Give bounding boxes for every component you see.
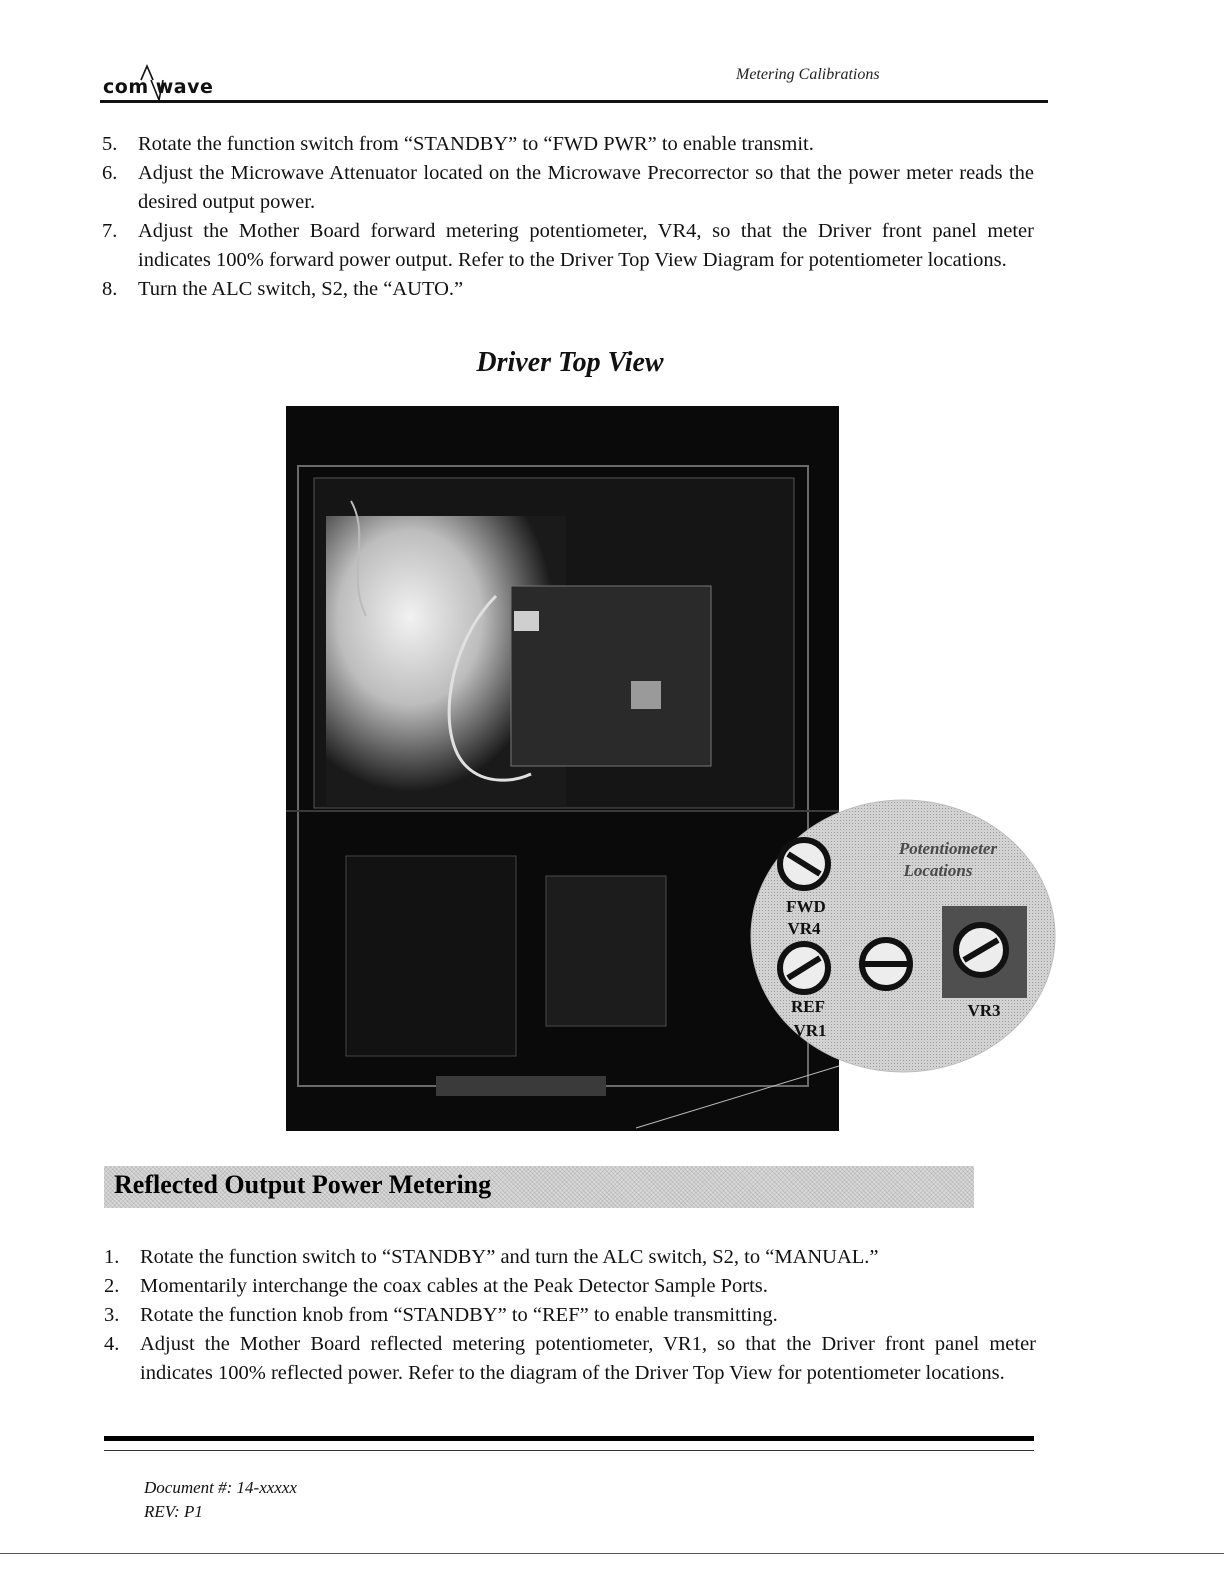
page-bottom-rule xyxy=(0,1553,1224,1554)
list-item: 5. Rotate the function switch from “STANDBY” to “FWD PWR” to enable transmit. xyxy=(102,133,814,155)
ref-potentiometer-icon xyxy=(780,944,828,992)
reflected-steps-list xyxy=(104,1243,1036,1388)
list-item: 6. Adjust the Microwave Attenuator located on the Microwave Precorrector so that the power meter reads the desired output power. xyxy=(102,162,1034,213)
header-section-title: Metering Calibrations xyxy=(736,66,880,83)
forward-steps-list xyxy=(102,130,1034,304)
vr4-label: VR4 xyxy=(787,919,821,938)
figure-title: Driver Top View xyxy=(476,347,664,378)
callout-title-line2: Locations xyxy=(903,861,973,880)
vr3-potentiometer-icon xyxy=(956,925,1006,975)
footer-rule-thin xyxy=(104,1450,1034,1451)
section-heading: Reflected Output Power Metering xyxy=(114,1170,492,1199)
list-item: 8. Turn the ALC switch, S2, the “AUTO.” xyxy=(102,278,464,300)
header-rule xyxy=(100,100,1048,103)
potentiometer-callout-graphic xyxy=(738,796,1056,1076)
middle-potentiometer-icon xyxy=(862,940,910,988)
fwd-label: FWD xyxy=(786,897,826,916)
comwave-logo xyxy=(103,62,233,102)
footer-rule-thick xyxy=(104,1436,1034,1441)
fwd-potentiometer-icon xyxy=(780,840,828,888)
list-item: 7. Adjust the Mother Board forward metering potentiometer, VR4, so that the Driver front panel meter indicates 100% forward power output. Refer to the Driver Top View Diagram for potentiometer locations. xyxy=(102,220,1034,271)
list-item: 1. Rotate the function switch to “STANDBY” and turn the ALC switch, S2, to “MANUAL.” xyxy=(104,1246,879,1268)
list-item: 3. Rotate the function knob from “STANDBY” to “REF” to enable transmitting. xyxy=(104,1304,778,1326)
document-number: Document #: 14-xxxxx xyxy=(144,1478,297,1497)
revision-label: REV: P1 xyxy=(144,1502,203,1521)
vr1-label: VR1 xyxy=(793,1021,827,1040)
callout-title-line1: Potentiometer xyxy=(898,839,998,858)
potentiometer-callout xyxy=(738,796,1056,1076)
logo-text: com wave xyxy=(103,76,214,98)
list-item: 4. Adjust the Mother Board reflected metering potentiometer, VR1, so that the Driver front panel meter indicates 100% reflected power. Refer to the diagram of the Driver Top View for potentiometer locations. xyxy=(104,1333,1036,1384)
ref-label: REF xyxy=(791,997,825,1016)
vr3-label: VR3 xyxy=(967,1001,1001,1020)
list-item: 2. Momentarily interchange the coax cables at the Peak Detector Sample Ports. xyxy=(104,1275,768,1297)
